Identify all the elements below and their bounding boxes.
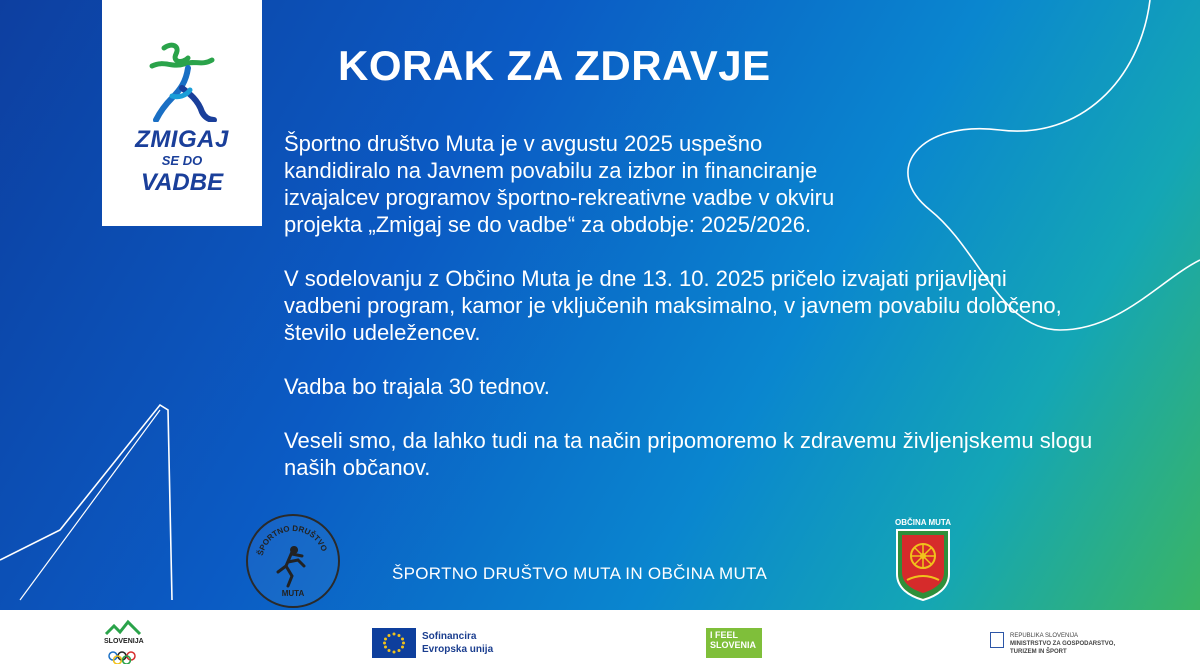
club-badge xyxy=(246,514,340,608)
slovenia-crest-icon xyxy=(990,632,1004,648)
page-title: KORAK ZA ZDRAVJE xyxy=(338,42,771,89)
paragraph-4: Veseli smo, da lahko tudi na ta način pripomoremo k zdravemu življenjskemu slogu naših občanov. xyxy=(284,428,1093,480)
sponsor-bar xyxy=(0,610,1200,669)
logo-line-1: ZMIGAJ xyxy=(135,126,229,153)
ifeel-slovenia-logo xyxy=(706,628,762,658)
ministry-line-1: REPUBLIKA SLOVENIJA xyxy=(1010,633,1079,639)
club-badge-bottom-text: MUTA xyxy=(281,589,305,598)
ministry-logo xyxy=(990,632,1115,656)
slovenija-label: SLOVENIJA xyxy=(104,638,144,645)
paragraph-3: Vadba bo trajala 30 tednov. xyxy=(284,374,550,399)
footer-line: ŠPORTNO DRUŠTVO MUTA IN OBČINA MUTA xyxy=(392,564,768,583)
ministry-line-3: TURIZEM IN ŠPORT xyxy=(1010,649,1067,655)
eu-cofunding xyxy=(372,628,493,658)
paragraph-1: Športno društvo Muta je v avgustu 2025 uspešno kandidiralo na Javnem povabilu za izbor in financiranje izvajalcev programov športno-rekreativne vadbe v okviru projekta „Zmigaj se do vadbe“ za obdobje: 2025/2026. xyxy=(284,131,835,237)
ministry-line-2: MINISTRSTVO ZA GOSPODARSTVO, xyxy=(1010,641,1116,647)
municipality-title: OBČINA MUTA xyxy=(895,518,951,527)
eu-line-1: Sofinancira xyxy=(422,631,477,642)
club-badge-top-text: ŠPORTNO DRUŠTVO xyxy=(255,523,329,557)
ifeel-line-2: SLOVENIA xyxy=(710,640,757,650)
runner-logo-icon xyxy=(142,38,222,122)
logo-line-3: VADBE xyxy=(140,169,224,196)
logo-line-2: SE DO xyxy=(161,153,203,168)
eu-flag-icon xyxy=(372,628,416,658)
eu-line-2: Evropska unija xyxy=(422,644,494,655)
municipality-crest-icon xyxy=(893,516,953,602)
paragraph-2: V sodelovanju z Občino Muta je dne 13. 10. 2025 pričelo izvajati prijavljeni vadbeni program, kamor je vključenih maksimalno, v javnem povabilu določeno, število udeležencev. xyxy=(284,266,1062,345)
body-text xyxy=(284,130,1144,481)
ifeel-line-1: I FEEL xyxy=(710,630,739,640)
zmigaj-logo xyxy=(102,0,262,226)
club-badge-icon xyxy=(248,516,338,606)
